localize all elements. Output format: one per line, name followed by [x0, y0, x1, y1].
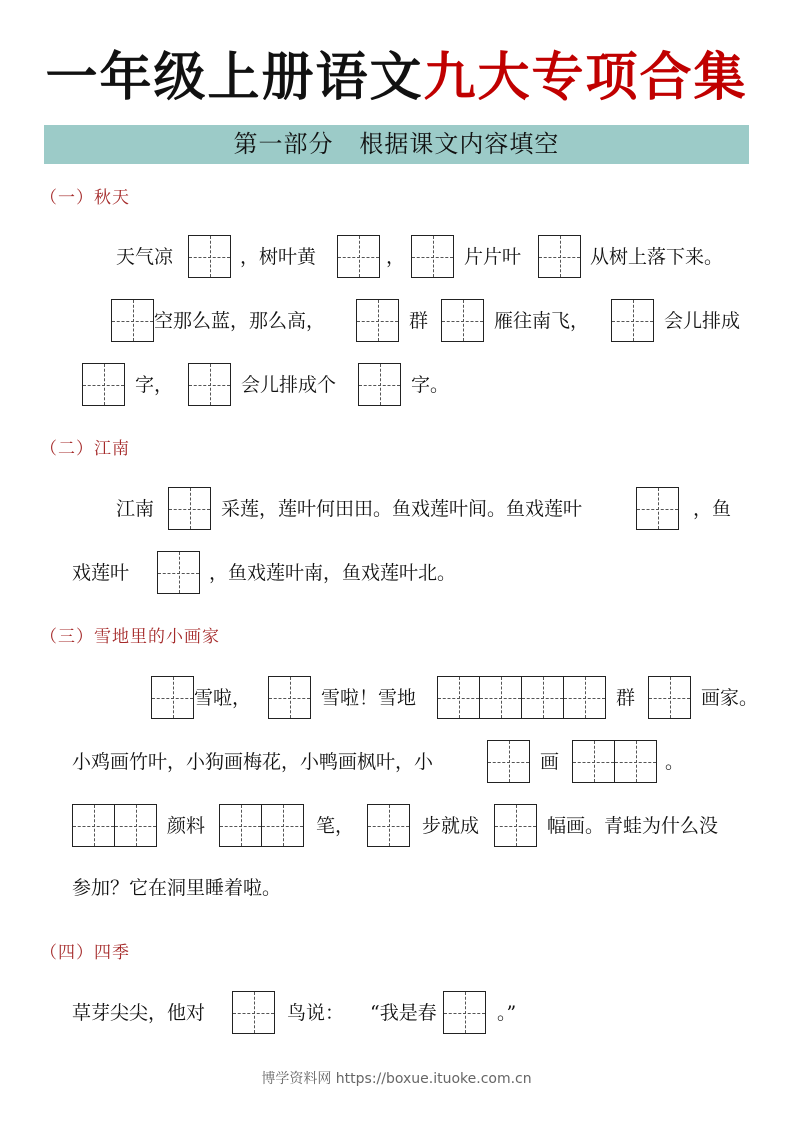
- answer-box[interactable]: [441, 299, 484, 341]
- passage-text: ，: [386, 246, 406, 268]
- tianzige-cell[interactable]: [636, 487, 679, 530]
- passage-text: 群: [409, 310, 429, 332]
- passage-text: 画: [540, 751, 560, 773]
- answer-box[interactable]: [168, 487, 211, 529]
- text-line: [0, 991, 793, 1035]
- title-black-part: 一年级上册语文: [45, 47, 424, 108]
- part-banner: [44, 125, 749, 164]
- section-heading: （三）雪地里的小画家: [40, 627, 220, 647]
- answer-box[interactable]: [611, 299, 654, 341]
- answer-box-group[interactable]: [72, 804, 157, 846]
- title-red-part: 九大专项合集: [423, 47, 748, 108]
- tianzige-cell[interactable]: [437, 676, 480, 719]
- answer-box[interactable]: [268, 676, 311, 718]
- passage-text: 群: [616, 687, 636, 709]
- tianzige-cell[interactable]: [443, 991, 486, 1034]
- answer-box[interactable]: [188, 235, 231, 277]
- tianzige-cell[interactable]: [358, 363, 401, 406]
- tianzige-cell[interactable]: [494, 804, 537, 847]
- passage-text: 颜料: [167, 815, 206, 837]
- passage-text: ，树叶黄: [240, 246, 317, 268]
- answer-box[interactable]: [337, 235, 380, 277]
- tianzige-cell[interactable]: [72, 804, 115, 847]
- passage-text: 步就成: [422, 815, 480, 837]
- tianzige-cell[interactable]: [337, 235, 380, 278]
- tianzige-cell[interactable]: [538, 235, 581, 278]
- tianzige-cell[interactable]: [168, 487, 211, 530]
- answer-box[interactable]: [82, 363, 125, 405]
- tianzige-cell[interactable]: [480, 676, 522, 719]
- answer-box[interactable]: [443, 991, 486, 1033]
- passage-text: 天气凉: [116, 246, 174, 268]
- passage-text: 参加？它在洞里睡着啦。: [72, 877, 282, 899]
- tianzige-cell[interactable]: [572, 740, 615, 783]
- answer-box-group[interactable]: [572, 740, 657, 782]
- tianzige-cell[interactable]: [157, 551, 200, 594]
- passage-text: 画家。: [701, 687, 759, 709]
- tianzige-cell[interactable]: [611, 299, 654, 342]
- footer-watermark: 博学资料网 https://boxue.ituoke.com.cn: [261, 1071, 532, 1087]
- answer-box[interactable]: [151, 676, 194, 718]
- answer-box[interactable]: [356, 299, 399, 341]
- passage-text: 会儿排成: [664, 310, 741, 332]
- banner-text: 第一部分 根据课文内容填空: [233, 130, 560, 158]
- passage-text: 幅画。青蛙为什么没: [547, 815, 719, 837]
- passage-text: 雪啦，: [194, 687, 252, 709]
- tianzige-cell[interactable]: [441, 299, 484, 342]
- passage-text: 。”: [497, 1002, 517, 1024]
- tianzige-cell[interactable]: [82, 363, 125, 406]
- answer-box[interactable]: [411, 235, 454, 277]
- document-title: [0, 42, 793, 114]
- answer-box-group[interactable]: [219, 804, 304, 846]
- answer-box[interactable]: [487, 740, 530, 782]
- tianzige-cell[interactable]: [111, 299, 154, 342]
- passage-text: 戏莲叶: [72, 562, 130, 584]
- tianzige-cell[interactable]: [522, 676, 564, 719]
- text-line: [0, 235, 793, 279]
- answer-box[interactable]: [157, 551, 200, 593]
- passage-text: 鸟说：: [287, 1002, 345, 1024]
- answer-box[interactable]: [111, 299, 154, 341]
- passage-text: “我是春: [370, 1002, 437, 1024]
- passage-text: 小鸡画竹叶，小狗画梅花，小鸭画枫叶，小: [72, 751, 434, 773]
- passage-text: 片片叶: [464, 246, 522, 268]
- passage-text: 空那么蓝，那么高，: [154, 310, 326, 332]
- passage-text: 江南: [116, 498, 155, 520]
- passage-text: 从树上落下来。: [590, 246, 724, 268]
- passage-text: 采莲，莲叶何田田。鱼戏莲叶间。鱼戏莲叶: [221, 498, 583, 520]
- passage-text: 字。: [411, 374, 450, 396]
- passage-text: 草芽尖尖，他对: [72, 1002, 206, 1024]
- answer-box[interactable]: [494, 804, 537, 846]
- passage-text: 会儿排成个: [241, 374, 337, 396]
- tianzige-cell[interactable]: [188, 235, 231, 278]
- answer-box[interactable]: [538, 235, 581, 277]
- tianzige-cell[interactable]: [219, 804, 262, 847]
- answer-box[interactable]: [367, 804, 410, 846]
- tianzige-cell[interactable]: [367, 804, 410, 847]
- answer-box[interactable]: [232, 991, 275, 1033]
- passage-text: 雪啦！雪地: [321, 687, 417, 709]
- tianzige-cell[interactable]: [356, 299, 399, 342]
- passage-text: 。: [665, 751, 685, 773]
- tianzige-cell[interactable]: [564, 676, 606, 719]
- text-line: [0, 299, 793, 343]
- section-heading: （二）江南: [40, 439, 130, 459]
- section-heading: （四）四季: [40, 943, 130, 963]
- answer-box[interactable]: [358, 363, 401, 405]
- passage-text: 笔，: [316, 815, 355, 837]
- tianzige-cell[interactable]: [648, 676, 691, 719]
- tianzige-cell[interactable]: [268, 676, 311, 719]
- text-line: [0, 363, 793, 407]
- passage-text: 雁往南飞，: [494, 310, 590, 332]
- tianzige-cell[interactable]: [188, 363, 231, 406]
- tianzige-cell[interactable]: [115, 804, 157, 847]
- tianzige-cell[interactable]: [151, 676, 194, 719]
- answer-box-group[interactable]: [437, 676, 606, 718]
- section-heading: （一）秋天: [40, 188, 130, 208]
- text-line: [0, 487, 793, 531]
- text-line: [0, 740, 793, 784]
- tianzige-cell[interactable]: [411, 235, 454, 278]
- text-line: [0, 866, 793, 910]
- passage-text: 字，: [135, 374, 174, 396]
- answer-box[interactable]: [636, 487, 679, 529]
- tianzige-cell[interactable]: [232, 991, 275, 1034]
- tianzige-cell[interactable]: [615, 740, 657, 783]
- passage-text: ，鱼戏莲叶南，鱼戏莲叶北。: [209, 562, 457, 584]
- text-line: [0, 676, 793, 720]
- text-line: [0, 804, 793, 848]
- tianzige-cell[interactable]: [262, 804, 304, 847]
- answer-box[interactable]: [188, 363, 231, 405]
- text-line: [0, 551, 793, 595]
- answer-box[interactable]: [648, 676, 691, 718]
- passage-text: ，鱼: [693, 498, 732, 520]
- tianzige-cell[interactable]: [487, 740, 530, 783]
